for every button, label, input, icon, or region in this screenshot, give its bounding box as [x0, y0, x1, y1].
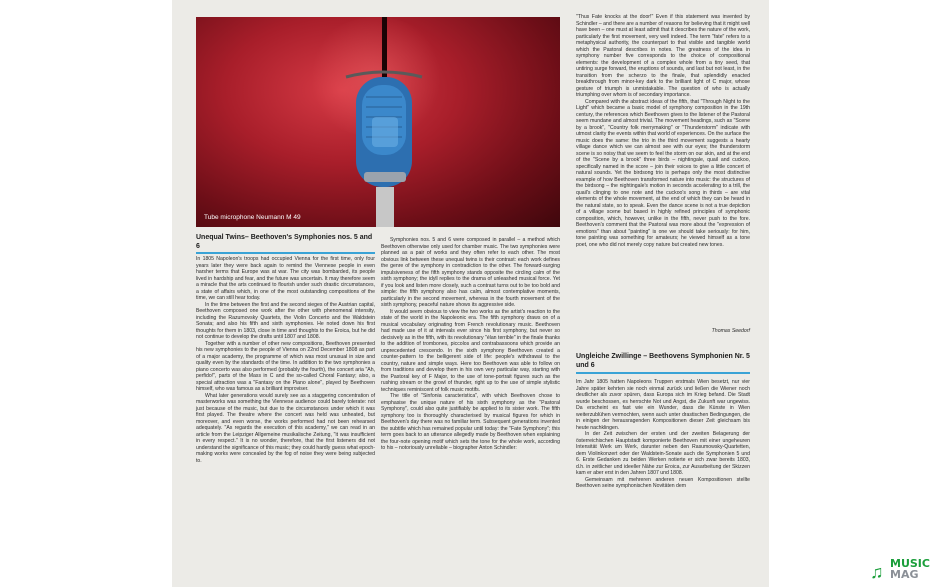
author-signature: Thomas Seedorf: [711, 328, 750, 334]
paragraph: What later generations would surely see as a staggering concentration of masterworks was something the Viennese audience could barely tolerate: not just because of the music, but due to the circumstances under which it was first played. The theatre where the concert was held was unheated, but moreover, and even worse, the works performed had not been rehearsed adequately. "As regards the execution of this academy," we can read in an article from the Leipziger Allgemeine musikalische Zeitung, "it was insufficient in every respect." It is no wonder, therefore, that the first listeners did not understand the significance of this music; they could hardly guess what epoch-making works were concealed by the fog of noise they were being subjected to.: [196, 392, 375, 464]
text-column-3: [576, 14, 750, 248]
watermark-logo: [868, 558, 938, 584]
text-column-1: [196, 256, 375, 464]
paragraph: In der Zeit zwischen der ersten und der zweiten Belagerung der österreichischen Hauptstadt komponierte Beethoven mit einer ungeheuren Intensität Werk um Werk, darunter neben den Rasumowsky-Quartetten, dem Violinkonzert oder der Waldstein-Sonate auch die Symphonien 5 und 6. Erste Gedanken zu beiden Werken notierte er sich zwar bereits 1803, d.h. in zeitlicher und ideeller Nähe zur Eroica, zur Ausarbeitung der Skizzen kam er aber erst in den Jahren 1807 und 1808.: [576, 431, 750, 476]
watermark-line-1: MUSIC: [890, 557, 930, 570]
microphone-icon: [196, 17, 560, 227]
text-column-2: [381, 237, 560, 452]
heading-rule: [196, 252, 375, 254]
paragraph: In the time between the first and the second sieges of the Austrian capital, Beethoven composed one work after the other with phenomenal intensity, including the Razumovsky Quartets, the Violin Concerto and the Waldstein Sonata; and also his fifth and sixth symphonies. He noted down his first thoughts for them in 1803, close in time and thoughts to the Eroica, but he did not continue to develop the drafts until 1807 and 1808.: [196, 301, 375, 340]
paragraph: "Thus Fate knocks at the door!" Even if this statement was invented by Schindler – and there are a number of reasons for believing that it might well have been – one must at least admit that it describes the nature of the work, particularly the first movement, very well indeed. The term "fate" refers to a metaphysical authority, the counterpart to that visible and tangible world which the Pastoral describes in notes. The greatness of the idea in symphony number five corresponds to the choice of compositional elements: the development of a complex whole from a tiny seed, that untiring surge forward, the eruptions of sounds, and last but not least, in the transition from the scherzo to the finale, that splendidly enacted breakthrough from minor-key dark to the brilliant light of C major, whose gesture of triumph is unmistakable. The question of who is actually triumphing over whom is of secondary importance.: [576, 14, 750, 98]
paragraph: It would seem obvious to view the two works as the artist's reaction to the state of the world in the Napoleonic era. The fifth symphony draws on of a musical vocabulary originating from French revolutionary music. Beethoven had made use of it at intervals ever since his first symphony, but never so decisively as in the fifth, with its revolutionary "élan terrible" in the finale thanks to the addition of trombones, piccolos and contrabassoons which provide an unprecedented crescendo. In the sixth symphony Beethoven created a counter-pattern to the belligerent side of life: people's withdrawal to the country, nature and simple ways. Here too Beethoven was able to follow on from traditions and develop them in his own very particular way, starting with the Pastoral key of F Major, to the use of tone-portrait figures such as the rushing stream or the growl of thunder, right up to the use of simple stylistic techniques reminiscent of folk music motifs.: [381, 308, 560, 393]
microphone-photo: [196, 17, 560, 227]
section-heading-de: Ungleiche Zwillinge – Beethovens Symphonien Nr. 5 und 6: [576, 353, 750, 369]
section-heading-en: Unequal Twins– Beethoven's Symphonies nos. 5 and 6: [196, 234, 373, 250]
text-column-3-german: [576, 379, 750, 490]
paragraph: Compared with the abstract ideas of the fifth, that "Through Night to the Light" which became a basic model of symphony composition in the 19th century, the references which Beethoven gives to the listener of the Pastoral seem mundane and almost trivial. The movement headings, such as "Scene by a brook", "Country folk merrymaking" or "Thunderstorm" indicate with utmost clarity the events within that world of experiences. On the surface the music does the same: the trio in the third movement suggests a hearty village dance which we can almost see with our eyes; the thunderstorm scene is so noisy that we seem to feel the storm on our skin, and at the end of the "Scene by a brook" three birds – nightingale, quail and cuckoo, specifically named in the score – join their voices to give a little concert of natural sounds. Yet the birdsong trio is perhaps only the most distinctive example of how Beethoven transformed nature into music: the structures of the birdsong – the nightingale's motion in seconds accelerating to a trill, the quail's clinging to one note and the cuckoo's song in thirds – are vital elements of the whole movement, at the end of which they can be heard in the natural state, so to speak. Even the dance scene is not a true depiction of a village scene but based in highly refined principles of symphonic composition, which, however, unlike in the fifth, never push to the fore. Beethoven's comment that the Pastoral was more about the "expression of emotions" than about "painting" is one we should take seriously: for him, tone painting was something for amateurs; he viewed himself as a tone poet, one who did not merely copy nature but created new tones.: [576, 98, 750, 248]
paragraph: Gemeinsam mit mehreren anderen neuen Kompositionen stellte Beethoven seine symphonischen Novitäten dem: [576, 476, 750, 489]
paragraph: In 1805 Napoleon's troops had occupied Vienna for the first time, only four years later they were back again to remind the Viennese people in even harsher terms that Europe was at war. The city was bombarded, its people lived in hardship and fear, and the future was uncertain. It may therefore seem a miracle that the arts continued to flourish under such drastic circumstances, a state of affairs which, in one of the most outstanding compositions of the time, we can still hear today.: [196, 256, 375, 301]
document-page: [172, 0, 769, 587]
heading-rule: [576, 372, 750, 374]
paragraph: The title of "Sinfonia caracteristica", with which Beethoven chose to emphasise the unique nature of his sixth symphony as the "Pastoral Symphony", could also quite justifiably be applied to its sister work. The fifth symphony too is thoroughly characterised by musical figures for which in Beethoven's day there was no familiar term. Subsequent generations invented the subtitle which has remained popular until today: the "Fate Symphony"; this term goes back to an utterance allegedly made by Beethoven when explaining the four-note opening motif which sets the tone for the whole work, according to his – notoriously unreliable – biographer Anton Schindler:: [381, 393, 560, 451]
paragraph: Im Jahr 1805 hatten Napoleons Truppen erstmals Wien besetzt, nur vier Jahre später kehrten sie noch einmal zurück und ließen die Wiener noch deutlicher als zuvor spüren, dass Europa sich im Krieg befand. Die Stadt wurde beschossen, es herrschte Not und Angst, die Zukunft war ungewiss. Da erscheint es fast wie ein Wunder, dass die Künste in Wien weiterzublühen vermochten, wenn auch unter drastischen Bedingungen, die in einigen der herausragenden Kompositionen dieser Zeit gleichsam bis heute nachklingen.: [576, 379, 750, 431]
photo-caption: Tube microphone Neumann M 49: [204, 214, 301, 221]
watermark-text: [890, 558, 930, 580]
watermark-line-2: MAG: [890, 568, 919, 581]
paragraph: Symphonies nos. 5 and 6 were composed in parallel – a method which Beethoven otherwise only used for chamber music. The two symphonies were planned as a pair of works and they often refer to each other. The most obvious link between these unequal twins is their contrast: each work defines the genre of the symphony in contradiction to the other. The forward-surging impulsiveness of the fifth symphony stands opposite the circling calm of the sixth symphony; the idyll replies to the drama of unleashed musical force. Yet if you look and listen more closely, such a contrast turns out to be too bold and simple: the fifth symphony also has calm, almost contemplative moments, particularly in the second movement, whereas in the fourth movement of the sixth symphony, peaceful nature shows its aggressive side.: [381, 237, 560, 308]
music-note-icon: ♫: [870, 562, 884, 582]
paragraph: Together with a number of other new compositions, Beethoven presented his new symphonies to the people of Vienna on 22nd December 1808 as part of a major academy, the programme of which was most unusual in size and quality even by the standards of the time. In addition to the two symphonies a piano concerto was also performed (probably the fourth), the concert aria "Ah, perfido!", parts of the Mass in C and the so-called Choral Fantasy; also, a special attraction was a "Fantasy on the Piano alone", played by Beethoven himself, who was famous as a brilliant improviser.: [196, 340, 375, 392]
